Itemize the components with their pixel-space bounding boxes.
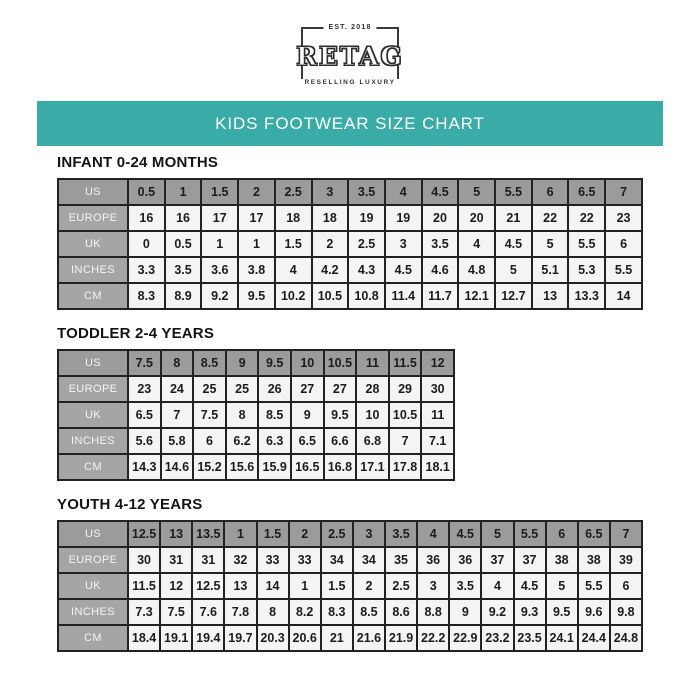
size-value-cell: 8.5 (258, 402, 291, 428)
size-value-cell: 34 (321, 547, 353, 573)
size-table (57, 178, 643, 310)
row-label: CM (58, 454, 128, 480)
size-value-cell: 9.5 (324, 402, 357, 428)
size-value-cell: 17 (201, 205, 238, 231)
size-value-cell: 14.6 (161, 454, 194, 480)
size-value-cell: 4.5 (495, 231, 532, 257)
size-value-cell: 3.6 (201, 257, 238, 283)
size-header-cell: 4 (417, 521, 449, 547)
size-value-cell: 39 (610, 547, 642, 573)
size-value-cell: 16 (165, 205, 202, 231)
size-value-cell: 21 (495, 205, 532, 231)
size-header-cell: 9 (226, 350, 259, 376)
size-header-cell: 6 (532, 179, 569, 205)
size-value-cell: 8.8 (417, 599, 449, 625)
size-tables-container (57, 154, 700, 652)
size-value-cell: 20 (422, 205, 459, 231)
size-header-cell: 11 (356, 350, 389, 376)
size-value-cell: 10.5 (389, 402, 422, 428)
size-value-cell: 2.5 (385, 573, 417, 599)
size-value-cell: 3.3 (128, 257, 165, 283)
size-value-cell: 7.3 (128, 599, 160, 625)
table-row (58, 350, 454, 376)
size-table (57, 520, 643, 652)
size-value-cell: 37 (481, 547, 513, 573)
size-value-cell: 15.2 (193, 454, 226, 480)
size-value-cell: 16.8 (324, 454, 357, 480)
table-row (58, 521, 642, 547)
size-value-cell: 18 (312, 205, 349, 231)
size-value-cell: 4.3 (348, 257, 385, 283)
size-value-cell: 21.9 (385, 625, 417, 651)
size-value-cell: 31 (160, 547, 192, 573)
size-header-cell: 0.5 (128, 179, 165, 205)
size-value-cell: 5 (532, 231, 569, 257)
size-value-cell: 8.9 (165, 283, 202, 309)
row-label: US (58, 179, 128, 205)
size-value-cell: 9.2 (201, 283, 238, 309)
table-row (58, 402, 454, 428)
size-value-cell: 4.6 (422, 257, 459, 283)
size-value-cell: 19 (348, 205, 385, 231)
size-value-cell: 22 (532, 205, 569, 231)
section-heading: INFANT 0-24 MONTHS (57, 154, 219, 171)
size-section (57, 325, 700, 481)
size-header-cell: 1.5 (257, 521, 289, 547)
table-row (58, 205, 642, 231)
size-value-cell: 11.4 (385, 283, 422, 309)
size-header-cell: 11.5 (389, 350, 422, 376)
size-value-cell: 27 (291, 376, 324, 402)
size-value-cell: 20 (458, 205, 495, 231)
size-header-cell: 1.5 (201, 179, 238, 205)
size-value-cell: 9.8 (610, 599, 642, 625)
page-title: KIDS FOOTWEAR SIZE CHART (215, 113, 485, 133)
size-value-cell: 9 (291, 402, 324, 428)
size-value-cell: 19.7 (224, 625, 256, 651)
size-value-cell: 28 (356, 376, 389, 402)
size-value-cell: 10.2 (275, 283, 312, 309)
size-value-cell: 36 (417, 547, 449, 573)
size-value-cell: 24.4 (578, 625, 610, 651)
size-value-cell: 6.8 (356, 428, 389, 454)
size-value-cell: 10.8 (348, 283, 385, 309)
size-header-cell: 4 (385, 179, 422, 205)
size-value-cell: 1.5 (275, 231, 312, 257)
size-value-cell: 30 (128, 547, 160, 573)
size-value-cell: 31 (192, 547, 224, 573)
size-header-cell: 2.5 (275, 179, 312, 205)
size-value-cell: 24.8 (610, 625, 642, 651)
retag-logo (296, 24, 404, 86)
size-value-cell: 3.5 (422, 231, 459, 257)
size-value-cell: 9.3 (514, 599, 546, 625)
size-value-cell: 14.3 (128, 454, 161, 480)
size-value-cell: 19.4 (192, 625, 224, 651)
size-value-cell: 7.5 (193, 402, 226, 428)
table-row (58, 573, 642, 599)
size-value-cell: 20.3 (257, 625, 289, 651)
size-header-cell: 10.5 (324, 350, 357, 376)
size-value-cell: 15.6 (226, 454, 259, 480)
row-label: EUROPE (58, 376, 128, 402)
size-value-cell: 38 (578, 547, 610, 573)
size-value-cell: 17.1 (356, 454, 389, 480)
size-value-cell: 7 (161, 402, 194, 428)
size-value-cell: 12.1 (458, 283, 495, 309)
size-header-cell: 3 (312, 179, 349, 205)
size-value-cell: 34 (353, 547, 385, 573)
size-value-cell: 2 (312, 231, 349, 257)
table-row (58, 625, 642, 651)
size-value-cell: 38 (546, 547, 578, 573)
size-header-cell: 8.5 (193, 350, 226, 376)
size-header-cell: 6 (546, 521, 578, 547)
size-value-cell: 8 (226, 402, 259, 428)
size-value-cell: 32 (224, 547, 256, 573)
size-value-cell: 9.5 (546, 599, 578, 625)
table-row (58, 599, 642, 625)
size-value-cell: 11.7 (422, 283, 459, 309)
size-value-cell: 18.1 (421, 454, 454, 480)
size-value-cell: 7.8 (224, 599, 256, 625)
size-value-cell: 11 (421, 402, 454, 428)
size-value-cell: 24.1 (546, 625, 578, 651)
size-value-cell: 20.6 (289, 625, 321, 651)
size-value-cell: 35 (385, 547, 417, 573)
size-value-cell: 5.1 (532, 257, 569, 283)
table-row (58, 454, 454, 480)
size-value-cell: 5 (546, 573, 578, 599)
size-value-cell: 16 (128, 205, 165, 231)
size-header-cell: 7 (610, 521, 642, 547)
size-value-cell: 5.3 (568, 257, 605, 283)
size-value-cell: 12 (160, 573, 192, 599)
size-value-cell: 9.5 (238, 283, 275, 309)
size-value-cell: 5.5 (578, 573, 610, 599)
size-value-cell: 22 (568, 205, 605, 231)
size-value-cell: 5.5 (568, 231, 605, 257)
size-value-cell: 37 (514, 547, 546, 573)
table-row (58, 179, 642, 205)
size-value-cell: 0.5 (165, 231, 202, 257)
section-heading: YOUTH 4-12 YEARS (57, 496, 203, 513)
size-value-cell: 23 (128, 376, 161, 402)
size-value-cell: 14 (605, 283, 642, 309)
size-value-cell: 26 (258, 376, 291, 402)
title-banner (37, 101, 663, 146)
row-label: CM (58, 283, 128, 309)
size-value-cell: 17.8 (389, 454, 422, 480)
size-value-cell: 25 (226, 376, 259, 402)
size-value-cell: 23.5 (514, 625, 546, 651)
size-value-cell: 19 (385, 205, 422, 231)
table-row (58, 283, 642, 309)
size-header-cell: 5 (458, 179, 495, 205)
size-header-cell: 2 (289, 521, 321, 547)
size-value-cell: 25 (193, 376, 226, 402)
row-label: INCHES (58, 428, 128, 454)
row-label: UK (58, 573, 128, 599)
size-value-cell: 5 (495, 257, 532, 283)
size-value-cell: 23.2 (481, 625, 513, 651)
row-label: US (58, 521, 128, 547)
row-label: UK (58, 402, 128, 428)
size-table (57, 349, 455, 481)
size-value-cell: 7.1 (421, 428, 454, 454)
row-label: INCHES (58, 599, 128, 625)
size-header-cell: 4.5 (449, 521, 481, 547)
size-value-cell: 6.5 (128, 402, 161, 428)
size-header-cell: 12.5 (128, 521, 160, 547)
table-row (58, 231, 642, 257)
size-value-cell: 14 (257, 573, 289, 599)
size-value-cell: 5.6 (128, 428, 161, 454)
logo-tagline: RESELLING LUXURY (299, 79, 400, 86)
row-label: EUROPE (58, 547, 128, 573)
size-header-cell: 1 (165, 179, 202, 205)
size-header-cell: 12 (421, 350, 454, 376)
size-value-cell: 6.3 (258, 428, 291, 454)
row-label: CM (58, 625, 128, 651)
size-value-cell: 18.4 (128, 625, 160, 651)
size-header-cell: 5.5 (495, 179, 532, 205)
size-value-cell: 3.5 (165, 257, 202, 283)
size-value-cell: 22.2 (417, 625, 449, 651)
row-label: UK (58, 231, 128, 257)
size-header-cell: 5.5 (514, 521, 546, 547)
size-value-cell: 1.5 (321, 573, 353, 599)
size-header-cell: 3 (353, 521, 385, 547)
size-value-cell: 3.8 (238, 257, 275, 283)
size-value-cell: 33 (289, 547, 321, 573)
size-value-cell: 11.5 (128, 573, 160, 599)
size-value-cell: 1 (201, 231, 238, 257)
size-value-cell: 4 (481, 573, 513, 599)
size-value-cell: 4 (458, 231, 495, 257)
size-value-cell: 4.5 (514, 573, 546, 599)
size-value-cell: 5.8 (161, 428, 194, 454)
size-value-cell: 7.6 (192, 599, 224, 625)
size-value-cell: 1 (238, 231, 275, 257)
logo-brand-name: RETAG (296, 41, 404, 71)
size-header-cell: 13.5 (192, 521, 224, 547)
size-value-cell: 4 (275, 257, 312, 283)
size-header-cell: 5 (481, 521, 513, 547)
size-value-cell: 33 (257, 547, 289, 573)
size-header-cell: 3.5 (348, 179, 385, 205)
size-value-cell: 3.5 (449, 573, 481, 599)
size-value-cell: 23 (605, 205, 642, 231)
size-header-cell: 3.5 (385, 521, 417, 547)
table-row (58, 376, 454, 402)
size-value-cell: 22.9 (449, 625, 481, 651)
size-value-cell: 8 (257, 599, 289, 625)
size-value-cell: 8.5 (353, 599, 385, 625)
size-value-cell: 8.2 (289, 599, 321, 625)
size-section (57, 154, 700, 310)
section-heading: TODDLER 2-4 YEARS (57, 325, 215, 342)
size-value-cell: 6 (193, 428, 226, 454)
size-value-cell: 13 (224, 573, 256, 599)
size-value-cell: 8.3 (128, 283, 165, 309)
size-header-cell: 4.5 (422, 179, 459, 205)
size-value-cell: 8.6 (385, 599, 417, 625)
size-value-cell: 5.5 (605, 257, 642, 283)
table-row (58, 547, 642, 573)
size-value-cell: 17 (238, 205, 275, 231)
size-header-cell: 9.5 (258, 350, 291, 376)
size-value-cell: 36 (449, 547, 481, 573)
size-value-cell: 4.5 (385, 257, 422, 283)
size-value-cell: 21 (321, 625, 353, 651)
size-value-cell: 6 (610, 573, 642, 599)
logo-est-text: EST. 2018 (323, 24, 376, 31)
size-header-cell: 7.5 (128, 350, 161, 376)
size-value-cell: 4.8 (458, 257, 495, 283)
size-value-cell: 2 (353, 573, 385, 599)
size-value-cell: 10 (356, 402, 389, 428)
size-value-cell: 7.5 (160, 599, 192, 625)
size-value-cell: 21.6 (353, 625, 385, 651)
size-header-cell: 2 (238, 179, 275, 205)
size-value-cell: 13.3 (568, 283, 605, 309)
size-value-cell: 10.5 (312, 283, 349, 309)
size-value-cell: 27 (324, 376, 357, 402)
size-value-cell: 12.7 (495, 283, 532, 309)
size-header-cell: 6.5 (568, 179, 605, 205)
size-value-cell: 1 (289, 573, 321, 599)
size-value-cell: 6.5 (291, 428, 324, 454)
size-header-cell: 13 (160, 521, 192, 547)
size-value-cell: 0 (128, 231, 165, 257)
row-label: EUROPE (58, 205, 128, 231)
size-header-cell: 6.5 (578, 521, 610, 547)
size-value-cell: 9.2 (481, 599, 513, 625)
size-value-cell: 30 (421, 376, 454, 402)
size-value-cell: 3 (385, 231, 422, 257)
size-value-cell: 9.6 (578, 599, 610, 625)
size-header-cell: 2.5 (321, 521, 353, 547)
size-value-cell: 29 (389, 376, 422, 402)
size-header-cell: 7 (605, 179, 642, 205)
size-value-cell: 6.6 (324, 428, 357, 454)
size-value-cell: 9 (449, 599, 481, 625)
size-value-cell: 6 (605, 231, 642, 257)
size-value-cell: 4.2 (312, 257, 349, 283)
size-value-cell: 18 (275, 205, 312, 231)
size-value-cell: 8.3 (321, 599, 353, 625)
size-header-cell: 8 (161, 350, 194, 376)
size-value-cell: 12.5 (192, 573, 224, 599)
size-value-cell: 15.9 (258, 454, 291, 480)
size-value-cell: 24 (161, 376, 194, 402)
size-value-cell: 7 (389, 428, 422, 454)
size-value-cell: 19.1 (160, 625, 192, 651)
row-label: US (58, 350, 128, 376)
table-row (58, 257, 642, 283)
row-label: INCHES (58, 257, 128, 283)
size-value-cell: 2.5 (348, 231, 385, 257)
table-row (58, 428, 454, 454)
size-value-cell: 6.2 (226, 428, 259, 454)
size-value-cell: 3 (417, 573, 449, 599)
size-value-cell: 16.5 (291, 454, 324, 480)
size-value-cell: 13 (532, 283, 569, 309)
size-section (57, 496, 700, 652)
size-header-cell: 10 (291, 350, 324, 376)
size-header-cell: 1 (224, 521, 256, 547)
